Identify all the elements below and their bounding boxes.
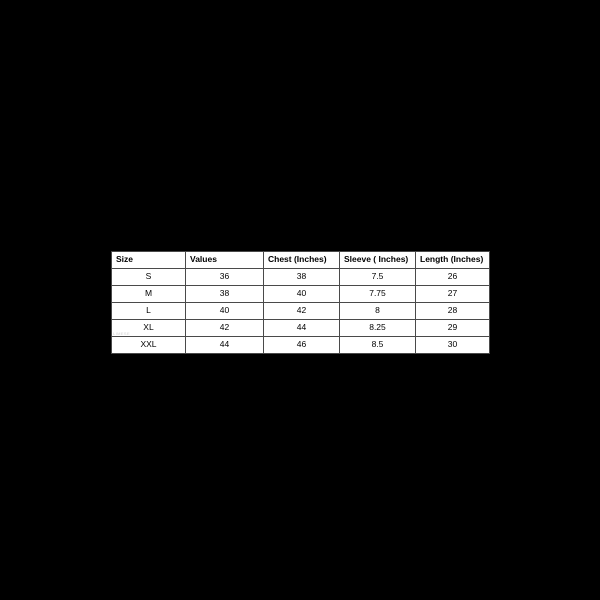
cell-values: 44 (186, 337, 264, 354)
cell-size: S (112, 269, 186, 286)
cell-sleeve: 8.25 (340, 320, 416, 337)
cell-sleeve: 8.5 (340, 337, 416, 354)
column-header-values: Values (186, 252, 264, 269)
cell-sleeve: 7.5 (340, 269, 416, 286)
column-header-sleeve: Sleeve ( Inches) (340, 252, 416, 269)
cell-values: 42 (186, 320, 264, 337)
cell-size: XXL (112, 337, 186, 354)
cell-length: 26 (416, 269, 490, 286)
cell-size: XL (112, 320, 186, 337)
cell-size: L (112, 303, 186, 320)
cell-length: 27 (416, 286, 490, 303)
table-header (112, 252, 490, 269)
cell-values: 36 (186, 269, 264, 286)
table-row (112, 303, 490, 320)
table-row (112, 286, 490, 303)
column-header-length: Length (Inches) (416, 252, 490, 269)
table-body (112, 269, 490, 354)
cell-sleeve: 7.75 (340, 286, 416, 303)
cell-length: 30 (416, 337, 490, 354)
column-header-size: Size (112, 252, 186, 269)
cell-size: M (112, 286, 186, 303)
cell-chest: 44 (264, 320, 340, 337)
cell-length: 29 (416, 320, 490, 337)
cell-length: 28 (416, 303, 490, 320)
table-row (112, 337, 490, 354)
cell-values: 38 (186, 286, 264, 303)
watermark-text: LIMESE (113, 331, 131, 336)
cell-chest: 38 (264, 269, 340, 286)
cell-chest: 46 (264, 337, 340, 354)
cell-sleeve: 8 (340, 303, 416, 320)
column-header-chest: Chest (Inches) (264, 252, 340, 269)
cell-chest: 42 (264, 303, 340, 320)
size-chart-table (111, 251, 490, 354)
cell-values: 40 (186, 303, 264, 320)
cell-chest: 40 (264, 286, 340, 303)
table-header-row (112, 252, 490, 269)
table-row (112, 269, 490, 286)
table-row (112, 320, 490, 337)
